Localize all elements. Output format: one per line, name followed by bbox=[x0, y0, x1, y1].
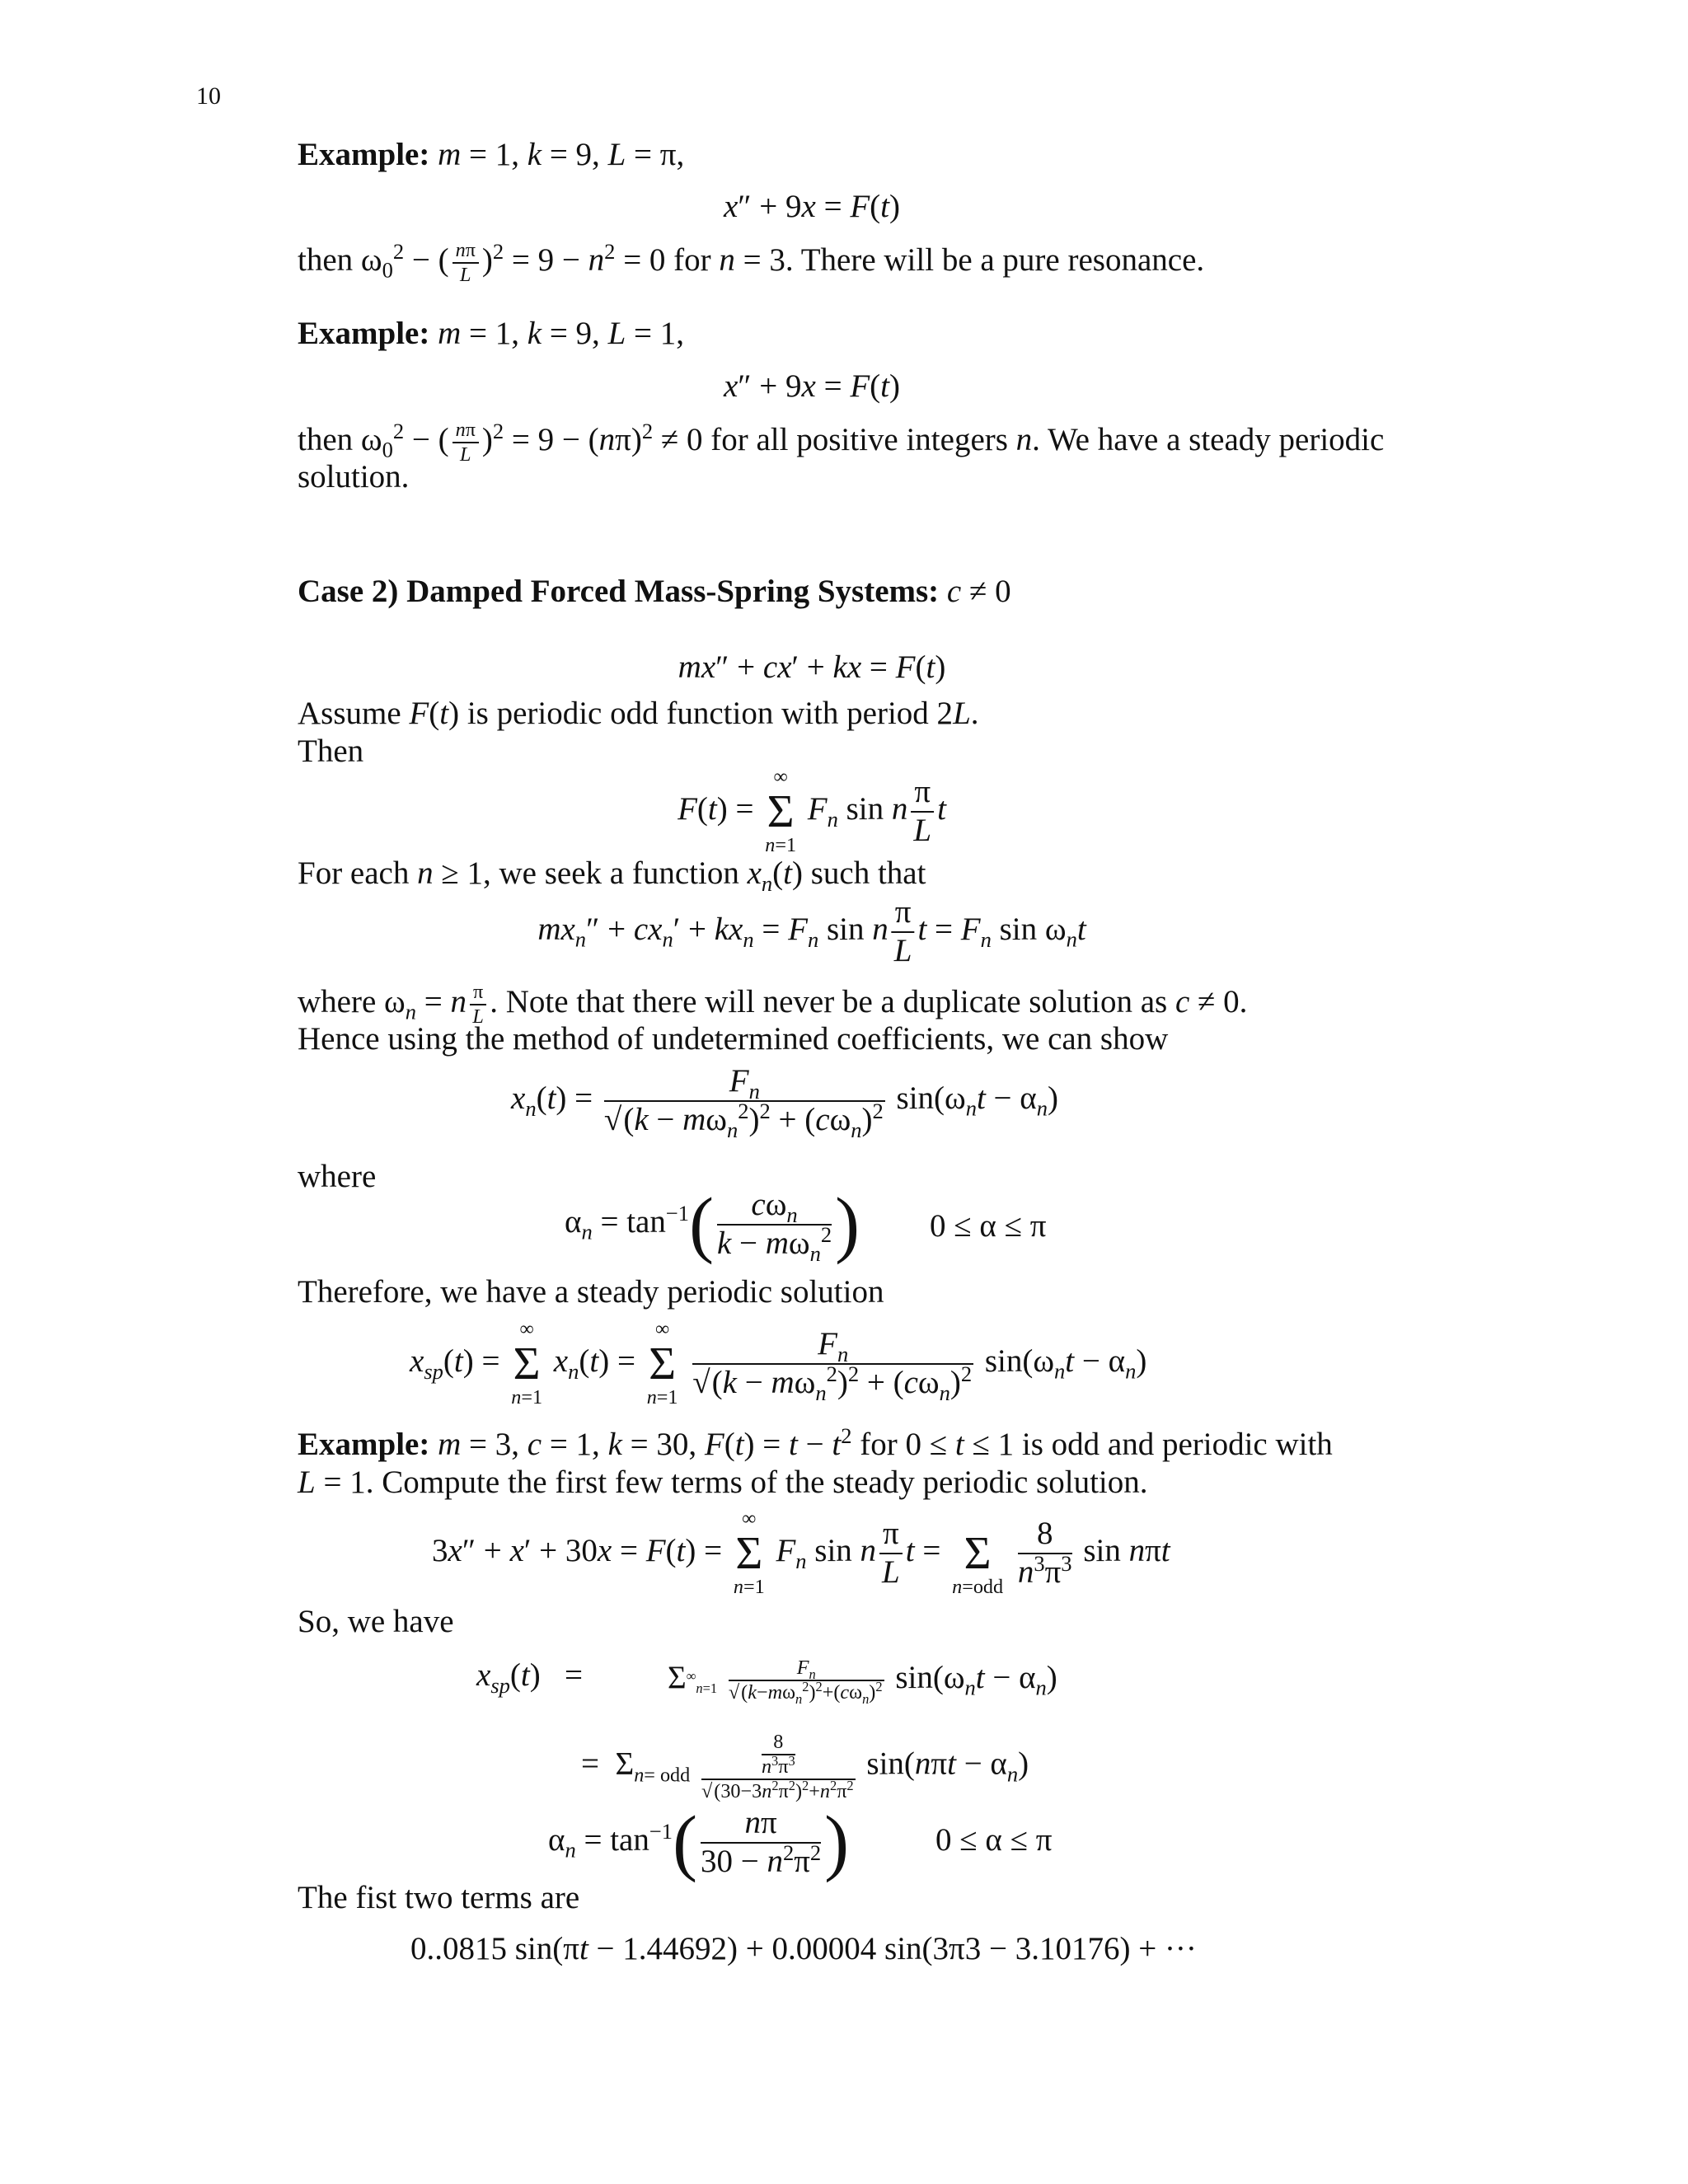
case2-condition: c ≠ 0 bbox=[946, 574, 1011, 609]
example3-so-we-have: So, we have bbox=[298, 1604, 454, 1639]
example3-line1: Example: m = 3, c = 1, k = 30, $F(t) = t - t^2$ for 0 ≤ t ≤ 1 is odd and periodic with bbox=[298, 1423, 1333, 1462]
case2-hence: Hence using the method of undetermined coefficients, we can show bbox=[298, 1021, 1169, 1057]
example2-then-line: then $\omega_0^2$ − ( $\frac{n\pi}{L}$ )$^2 = 9 - (n\pi)^2 \ne 0$ for all positive integers n. We have a steady periodic bbox=[298, 418, 1385, 466]
case2-then: Then bbox=[298, 733, 364, 769]
case2-ode-n: $mx_n'' + cx_n' + kx_n = F_n$ sin n $\frac{\pi}{L}$ $t = F_n$ $\sin \omega_nt$ bbox=[537, 894, 1086, 968]
example3-heading: Example: bbox=[298, 1427, 430, 1462]
example1-equation: x″ + 9x = F(t) bbox=[723, 189, 901, 224]
example1-heading: Example: bbox=[298, 137, 430, 172]
example3-xsp-line1: $\Sigma^\infty_{n=1}$ $\frac{F_n}{√(k-m\omega_n^2)^2+(c\omega_n)^2}$ $\sin(\omega_nt - \alpha_n)$ bbox=[668, 1657, 1057, 1707]
case2-alpha-range: 0 ≤ α ≤ π bbox=[930, 1208, 1047, 1244]
case2-therefore: Therefore, we have a steady periodic solution bbox=[298, 1274, 884, 1310]
case2-xsp-formula: $x_{sp}(t)$ = ∞ Σ n=1 $x_n(t)$ = ∞ Σ n=1 $\frac{F_n}{√(k - m\omega_n^2)^2 + (c\omega_n)^2}$ $\sin(\omega_nt - \alpha_n)$ bbox=[410, 1318, 1147, 1409]
case2-assume: Assume F(t) is periodic odd function with period 2L. bbox=[298, 696, 979, 731]
case2-heading-line bbox=[298, 573, 1011, 611]
example3-ode: 3x″ + x′ + 30x = F(t) = ∞ Σ n=1 $F_n$ sin n $\frac{\pi}{L}$ t = Σ n=odd $\frac{8}{n^3\pi^3}$ sin nπt bbox=[432, 1507, 1170, 1599]
case2-ode: mx″ + cx′ + kx = F(t) bbox=[678, 649, 946, 685]
example3-alpha-range: 0 ≤ α ≤ π bbox=[935, 1822, 1053, 1858]
page-number: 10 bbox=[196, 82, 221, 110]
example2-params: m = 1, k = 9, L = 1, bbox=[438, 316, 685, 351]
example1-heading-line bbox=[298, 136, 684, 174]
example1-params: m = 1, k = 9, L = π, bbox=[438, 137, 685, 172]
case2-where-omega: where $\omega_n = n$ $\frac{\pi}{L}$ . Note that there will never be a duplicate solution as c ≠ 0. bbox=[298, 981, 1248, 1028]
example3-first-two: The fist two terms are bbox=[298, 1880, 580, 1915]
case2-xn-formula: $x_n(t)$ = $\frac{F_n}{√(k - m\omega_n^2)^2 + (c\omega_n)^2}$ $\sin(\omega_nt - \alpha_n)$ bbox=[511, 1063, 1058, 1142]
case2-for-each: For each n ≥ 1, we seek a function $x_n(t)$ such that bbox=[298, 855, 926, 896]
example2-heading: Example: bbox=[298, 316, 430, 351]
example3-alpha-formula: $\alpha_n = \tan^{-1}$( $\frac{n\pi}{30 - n^2\pi^2}$ ) bbox=[548, 1801, 850, 1883]
example2-heading-line bbox=[298, 315, 684, 353]
example3-line2: L = 1. Compute the first few terms of the steady periodic solution. bbox=[298, 1465, 1148, 1500]
example3-xsp-lhs: $x_{sp}(t)$ = bbox=[476, 1657, 583, 1698]
case2-where: where bbox=[298, 1159, 377, 1194]
case2-heading: Case 2) Damped Forced Mass-Spring Systems: bbox=[298, 574, 940, 609]
example3-xsp-line2: = $\Sigma_{n= odd}$ $\frac{\frac{8}{n^3\pi^3}}{√(30-3n^2\pi^2)^2+n^2\pi^2}$ $\sin(n\pi t - \alpha_n)$ bbox=[581, 1731, 1029, 1802]
example1-then-line: then $\omega_0^2$ − ( $\frac{n\pi}{L}$ )$^2 = 9 - n^2 = 0$ for n = 3. There will be a pure resonance. bbox=[298, 238, 1205, 286]
example2-then-line-cont: solution. bbox=[298, 459, 410, 494]
case2-alpha-formula: $\alpha_n = \tan^{-1}$( $\frac{c\omega_n}{k - m\omega_n^2}$ ) bbox=[565, 1183, 860, 1266]
example2-equation: x″ + 9x = F(t) bbox=[723, 368, 901, 404]
case2-fourier: F(t) = ∞ Σ n=1 $F_n$ sin n $\frac{\pi}{L}$ t bbox=[678, 766, 946, 857]
example3-result: 0..0815 sin(πt − 1.44692) + 0.00004 sin(3π3 − 3.10176) + ··· bbox=[410, 1931, 1197, 1966]
